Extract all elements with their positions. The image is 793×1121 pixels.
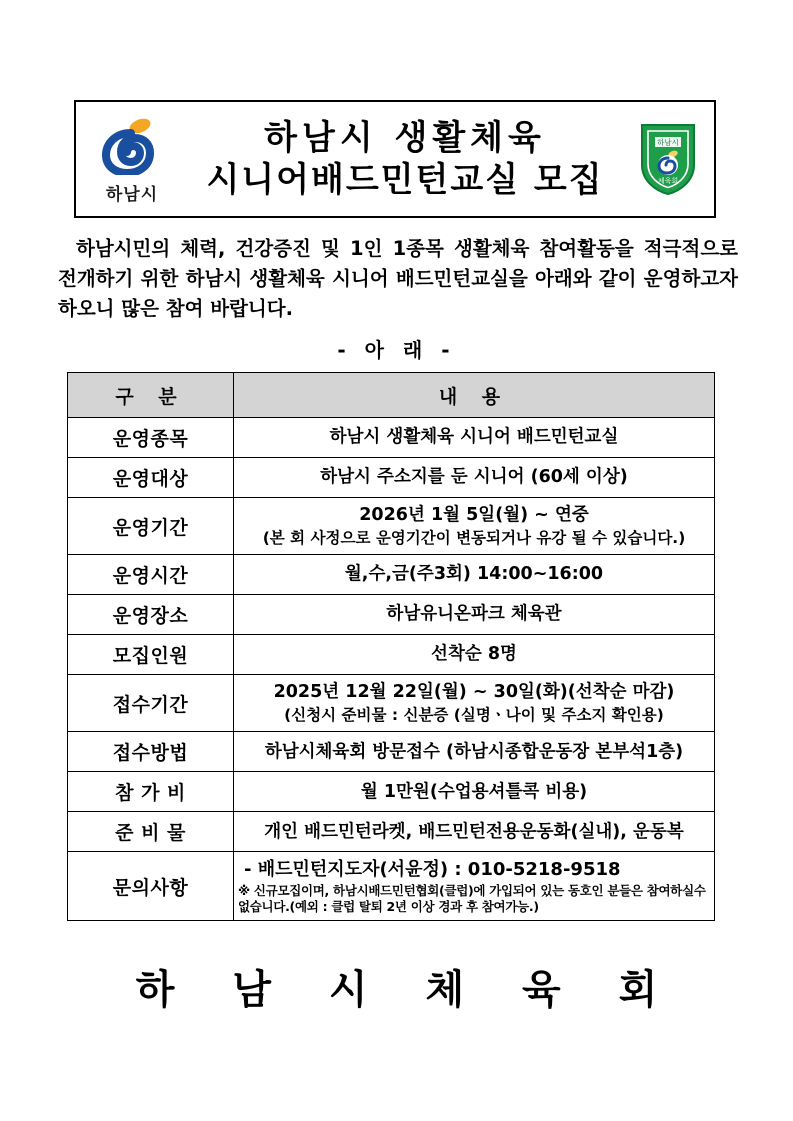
row-value-items: 개인 배드민턴라켓, 배드민턴전용운동화(실내), 운동복 [234, 812, 715, 852]
table-head [68, 373, 715, 418]
row-value-target: 하남시 주소지를 둔 시니어 (60세 이상) [234, 458, 715, 498]
title-line-2: 시니어배드민턴교실 모집 [206, 160, 604, 200]
row-label-fee: 참 가 비 [68, 772, 234, 812]
table-row [68, 852, 715, 921]
footer-organization: 하 남 시 체 육 회 [135, 967, 680, 1013]
header-content: 내 용 [234, 373, 715, 418]
row-label-items: 준 비 물 [68, 812, 234, 852]
inquiry-contact: - 배드민턴지도자(서윤정) : 010-5218-9518 [244, 859, 621, 881]
table-row [68, 675, 715, 732]
header-category: 구 분 [68, 373, 234, 418]
hanam-sports-council-logo [632, 115, 704, 203]
row-label-capacity: 모집인원 [68, 635, 234, 675]
row-label-application-method: 접수방법 [68, 732, 234, 772]
svg-text:체육회: 체육회 [657, 177, 679, 185]
row-label-program: 운영종목 [68, 418, 234, 458]
table-row [68, 635, 715, 675]
row-label-application-period: 접수기간 [68, 675, 234, 732]
row-value-application-period [234, 675, 715, 732]
period-note: (본 회 사정으로 운영기간이 변동되거나 유강 될 수 있습니다.) [262, 528, 686, 547]
row-value-period [234, 498, 715, 555]
period-main: 2026년 1월 5일(월) ~ 연중 [359, 505, 589, 525]
row-label-target: 운영대상 [68, 458, 234, 498]
application-period-note: (신청시 준비물 : 신분증 (실명ㆍ나이 및 주소지 확인용) [284, 705, 664, 724]
hanam-city-logo [86, 109, 178, 209]
table-row [68, 595, 715, 635]
table-row [68, 418, 715, 458]
shield-emblem-icon [638, 121, 698, 197]
row-label-inquiry: 문의사항 [68, 852, 234, 921]
inquiry-note: ※ 신규모집이며, 하남시배드민턴협회(클럽)에 가입되어 있는 동호인 분들은 참여하실수 없습니다.(예외 : 클럽 탈퇴 2년 이상 경과 후 참여가능.) [238, 882, 706, 914]
row-value-capacity: 선착순 8명 [234, 635, 715, 675]
row-label-place: 운영장소 [68, 595, 234, 635]
row-label-period: 운영기간 [68, 498, 234, 555]
page-title [178, 117, 632, 202]
row-value-place: 하남유니온파크 체육관 [234, 595, 715, 635]
row-value-fee: 월 1만원(수업용셔틀콕 비용) [234, 772, 715, 812]
table-body [68, 418, 715, 921]
row-value-application-method: 하남시체육회 방문접수 (하남시종합운동장 본부석1층) [234, 732, 715, 772]
intro-paragraph: 하남시민의 체력, 건강증진 및 1인 1종목 생활체육 참여활동을 적극적으로 전개하기 위한 하남시 생활체육 시니어 배드민턴교실을 아래와 같이 운영하고자 하오니 많은 참여 바랍니다. [58, 237, 738, 321]
program-info-table [67, 372, 715, 921]
row-label-time: 운영시간 [68, 555, 234, 595]
row-value-program: 하남시 생활체육 시니어 배드민턴교실 [234, 418, 715, 458]
row-value-time: 월,수,금(주3회) 14:00~16:00 [234, 555, 715, 595]
title-line-1: 하남시 생활체육 [264, 117, 546, 158]
table-row [68, 555, 715, 595]
application-period-main: 2025년 12월 22일(월) ~ 30일(화)(선착순 마감) [273, 682, 675, 703]
below-label: - 아 래 - [337, 338, 456, 362]
table-header-row [68, 373, 715, 418]
table-row [68, 772, 715, 812]
row-value-inquiry [234, 852, 715, 921]
hanam-city-emblem-icon [100, 115, 164, 175]
header-banner [74, 100, 716, 218]
table-row [68, 458, 715, 498]
svg-text:하남시: 하남시 [657, 138, 679, 147]
table-row [68, 732, 715, 772]
table-row [68, 812, 715, 852]
logo-city-label: 하남시 [105, 185, 159, 205]
table-row [68, 498, 715, 555]
